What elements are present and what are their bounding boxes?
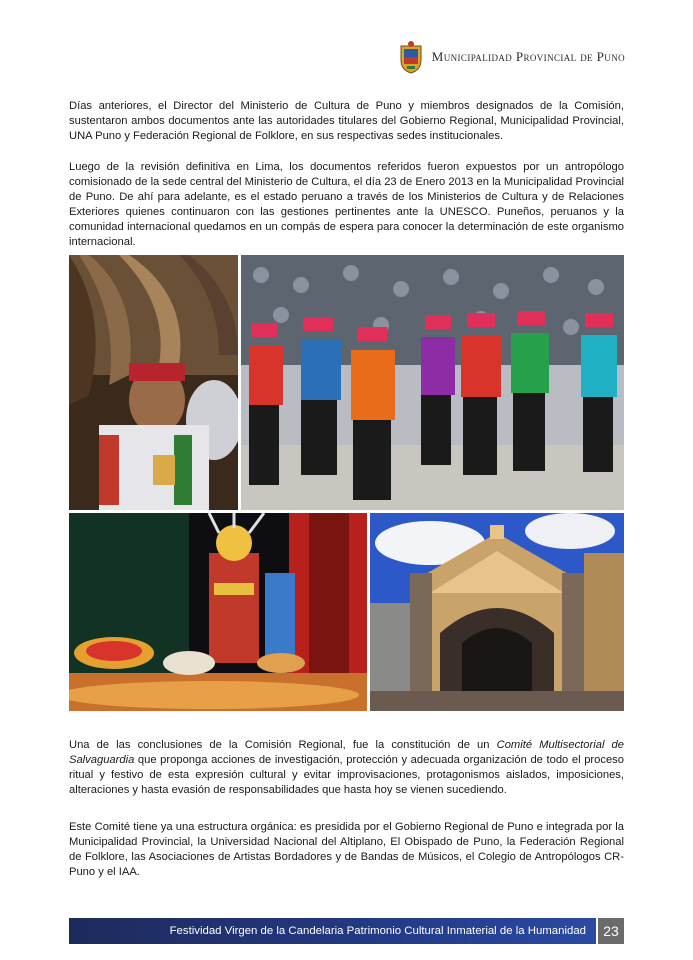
footer-title: Festividad Virgen de la Candelaria Patrimonio Cultural Inmaterial de la Humanidad bbox=[169, 925, 586, 937]
photo-feathered-musician bbox=[69, 255, 238, 510]
coat-of-arms-icon bbox=[398, 40, 424, 74]
paragraph-2: Luego de la revisión definitiva en Lima, los documentos referidos fueron expuestos por un antropólogo comisionado de la sede central del Ministerio de Cultura, el día 23 de Enero 2013 en la Municipalidad Provincial de Puno. De ahí para adelante, es el estado peruano a través de los Ministerios de Cultura y de Relaciones Exteriores quienes continuaron con las gestiones pertinentes ante la UNESCO. Puneños, peruanos y la comunidad internacional quedamos en un compás de espera para conocer la determinación de este organismo internacional. bbox=[69, 161, 624, 248]
paragraph-1: Días anteriores, el Director del Ministerio de Cultura de Puno y miembros designados de la Comisión, sustentaron ambos documentos ante las autoridades titulares del Gobierno Regional, Municipalidad Provincial, UNA Puno y Federación Regional de Folklore, en sus respectivas sedes institucionales. bbox=[69, 100, 624, 142]
committee-name-italic: Comité Multisectorial de Salvaguardia bbox=[69, 739, 624, 766]
paragraph-3-text-start: Una de las conclusiones de la Comisión Regional, fue la constitución de un bbox=[69, 739, 497, 751]
photo-dancers-plaza bbox=[241, 255, 624, 510]
photo-cathedral-facade bbox=[370, 513, 624, 711]
photo-stage-dancers bbox=[69, 513, 367, 711]
page-number: 23 bbox=[598, 918, 624, 944]
paragraph-3 bbox=[69, 738, 624, 798]
paragraph-3-text-end: que proponga acciones de investigación, protección y adecuada organización de todo el proceso ritual y festivo de esta expresión cultural y evitar improvisaciones, protagonismos aislados, imposiciones, alteraciones y hasta evasión de responsabilidades que hasta hoy se vienen sucediendo. bbox=[69, 754, 624, 796]
header-title: Municipalidad Provincial de Puno bbox=[431, 49, 625, 64]
footer-banner bbox=[69, 918, 596, 944]
page-header bbox=[398, 40, 625, 74]
paragraph-4: Este Comité tiene ya una estructura orgánica: es presidida por el Gobierno Regional de Puno e integrada por la Municipalidad Provincial, la Universidad Nacional del Altiplano, El Obispado de Puno, la Federación Regional de Folklore, las Asociaciones de Artistas Bordadores y de Bandas de Músicos, el Colegio de Antropólogos CR-Puno y el IAA. bbox=[69, 821, 624, 878]
